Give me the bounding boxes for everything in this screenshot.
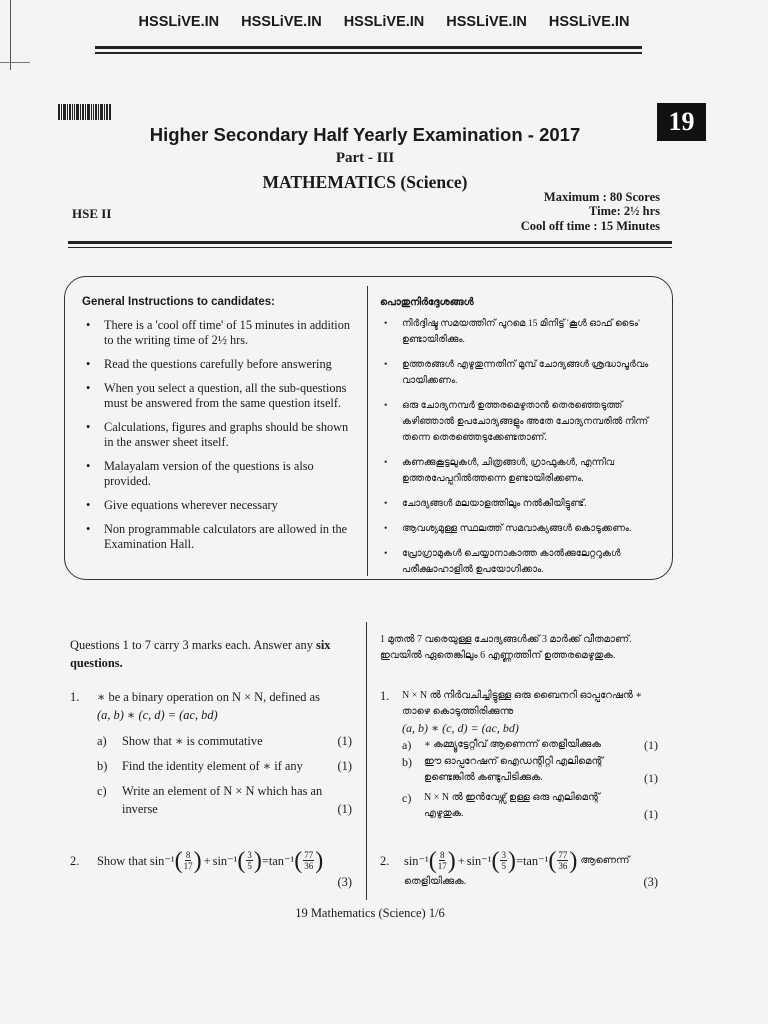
sub-question-ml: b) ഈ ഓപ്പറേഷന് ഐഡന്റിറ്റി എലിമെന്റ് ഉണ്ടെങ്കിൽ കണ്ടുപിടിക്കുക. (1) — [402, 755, 658, 785]
instructions-en — [82, 295, 354, 561]
site-link[interactable]: HSSLiVE.IN — [548, 14, 630, 30]
question-stem-ml: N × N ൽ നിർവചിച്ചിട്ടുള്ള ഒരു ബൈനറി ഓപ്പറേഷൻ ∗ താഴെ കൊടുത്തിരിക്കുന്നു — [402, 690, 643, 717]
sub-question: a) Show that ∗ is commutative (1) — [97, 734, 352, 748]
title-rule — [68, 241, 672, 244]
site-link[interactable]: HSSLiVE.IN — [138, 14, 220, 30]
question-stem: ∗ be a binary operation on N × N, defined as — [97, 690, 320, 704]
section-intro-text: Questions 1 to 7 carry 3 marks each. Answer any — [70, 638, 313, 652]
cool-off-time: Cool off time : 15 Minutes — [520, 219, 660, 233]
marks: (1) — [644, 738, 658, 752]
question-number: 1. — [380, 689, 390, 703]
exam-title: Higher Secondary Half Yearly Examination - 2017 — [149, 124, 581, 145]
operation-definition: (a, b) ∗ (c, d) = (ac, bd) — [97, 708, 218, 722]
section-intro-bold: six questions. — [70, 638, 331, 670]
max-scores: Maximum : 80 Scores — [543, 190, 660, 204]
page-edge-line — [10, 0, 11, 70]
instructions-heading-ml: പൊതുനിർദ്ദേശങ്ങൾ — [380, 297, 474, 308]
site-link[interactable]: HSSLiVE.IN — [343, 14, 425, 30]
fraction: $\frac{77}{36}$ — [304, 850, 314, 871]
page-edge-line — [0, 62, 30, 63]
part-label: Part - III — [335, 150, 395, 166]
instruction-item: • There is a 'cool off time' of 15 minutes in addition to the writing time of 2½ hrs. — [82, 318, 354, 348]
column-divider — [366, 622, 367, 900]
fraction: $\frac{77}{36}$ — [558, 850, 568, 871]
paper-code-badge: 19 — [657, 103, 706, 141]
site-header — [0, 14, 768, 30]
instruction-item: • Read the questions carefully before answering — [82, 357, 354, 372]
header-rule — [95, 52, 642, 54]
barcode — [58, 104, 112, 120]
marks: (1) — [337, 734, 352, 748]
header-rule — [95, 46, 642, 49]
instruction-item-ml: • ആവശ്യമുള്ള സ്ഥലത്ത് സമവാക്യങ്ങൾ കൊടുക്കണം. — [380, 521, 662, 537]
question-number: 2. — [380, 853, 390, 868]
instruction-item-ml: • ഒരു ചോദ്യനമ്പർ ഉത്തരമെഴുതാൻ തെരഞ്ഞെടുത്ത് കഴിഞ്ഞാൽ ഉപചോദ്യങ്ങളും അതേ ചോദ്യനമ്പരിൽ നിന്ന് തന്നെ തെരഞ്ഞെടുക്കേണ്ടതാണ്. — [380, 398, 662, 446]
instructions-heading: General Instructions to candidates: — [82, 296, 275, 308]
section-intro-en — [70, 636, 355, 672]
instruction-item-ml: • നിർദ്ദിഷ്ട സമയത്തിന് പുറമെ 15 മിനിട്ട് 'കൂൾ ഓഫ് ടൈം' ഉണ്ടായിരിക്കും. — [380, 316, 662, 348]
question-2-ml: 2. sin⁻¹ ( $\frac{8}{17}$ ) + sin⁻¹ ( $\frac{3}{5}$ ) = tan⁻¹ ( $\frac{77}{36}$ ) ആണെന്ന് തെളിയിക്കുക. (3) — [380, 847, 658, 889]
question-number: 2. — [70, 853, 80, 868]
fraction: $\frac{3}{5}$ — [501, 850, 506, 871]
marks: (1) — [337, 802, 352, 816]
show-that-text: Show that — [97, 853, 147, 868]
page-footer: 19 Mathematics (Science) 1/6 — [295, 906, 445, 920]
question-2-en: 2. Show that sin⁻¹ ( $\frac{8}{17}$ ) + sin⁻¹ ( $\frac{3}{5}$ ) = tan⁻¹ ( $\frac{77}{36}$ ) (3) — [70, 847, 352, 889]
instructions-ml — [380, 295, 662, 587]
instruction-item: • Give equations wherever necessary — [82, 498, 354, 513]
question-1-ml — [380, 688, 658, 822]
question-1-en — [70, 688, 352, 818]
question-number: 1. — [70, 690, 80, 704]
instruction-item-ml: • ഉത്തരങ്ങൾ എഴുതുന്നതിന് മുമ്പ് ചോദ്യങ്ങൾ ശ്രദ്ധാപൂർവം വായിക്കണം. — [380, 357, 662, 389]
fraction: $\frac{8}{17}$ — [437, 850, 447, 871]
sub-question-ml: a) ∗ കമ്മ്യൂട്ടേറ്റീവ് ആണെന്ന് തെളിയിക്കുക (1) — [402, 738, 658, 752]
instruction-item: • Non programmable calculators are allowed in the Examination Hall. — [82, 522, 354, 552]
section-intro-ml: 1 മുതൽ 7 വരെയുള്ള ചോദ്യങ്ങൾക്ക് 3 മാർക്ക് വീതമാണ്. ഇവയിൽ ഏതെങ്കിലും 6 എണ്ണത്തിന് ഉത്തരമെഴുതുക. — [380, 634, 632, 661]
instruction-item-ml: • പ്രോഗ്രാമുകൾ ചെയ്യാനാകാത്ത കാൽക്കുലേറ്ററുകൾ പരീക്ഷാഹാളിൽ ഉപയോഗിക്കാം. — [380, 546, 662, 578]
instruction-item-ml: • ചോദ്യങ്ങൾ മലയാളത്തിലും നൽകിയിട്ടുണ്ട്. — [380, 496, 662, 512]
operation-definition: (a, b) ∗ (c, d) = (ac, bd) — [402, 721, 519, 735]
sub-question-ml: c) N × N ൽ ഇൻവേഴ്സ് ഉള്ള ഒരു എലിമെന്റ് എഴുതുക. (1) — [402, 791, 658, 821]
marks: (3) — [337, 875, 352, 889]
marks: (3) — [643, 875, 658, 889]
instruction-item: • When you select a question, all the sub-questions must be answered from the same question itself. — [82, 381, 354, 411]
fraction: $\frac{3}{5}$ — [247, 850, 252, 871]
instruction-item: • Malayalam version of the questions is also provided. — [82, 459, 354, 489]
site-link[interactable]: HSSLiVE.IN — [446, 14, 527, 30]
time-allowed: Time: 2½ hrs — [589, 204, 660, 218]
marks: (1) — [644, 771, 658, 785]
sub-question: b) Find the identity element of ∗ if any (1) — [97, 759, 352, 773]
site-link[interactable]: HSSLiVE.IN — [241, 14, 322, 30]
marks: (1) — [337, 759, 352, 773]
instruction-item: • Calculations, figures and graphs should be shown in the answer sheet itself. — [82, 420, 354, 450]
class-code: HSE II — [72, 206, 112, 221]
instructions-divider — [367, 286, 368, 576]
title-rule — [68, 247, 672, 248]
marks: (1) — [644, 807, 658, 821]
subject-title: MATHEMATICS (Science) — [262, 172, 468, 192]
sub-question: c) Write an element of N × N which has an inverse (1) — [97, 784, 352, 816]
instruction-item-ml: • കണക്കുകൂട്ടലുകൾ, ചിത്രങ്ങൾ, ഗ്രാഫുകൾ, എന്നിവ ഉത്തരപേപ്പറിൽത്തന്നെ ഉണ്ടായിരിക്കണം. — [380, 455, 662, 487]
fraction: $\frac{8}{17}$ — [183, 850, 193, 871]
